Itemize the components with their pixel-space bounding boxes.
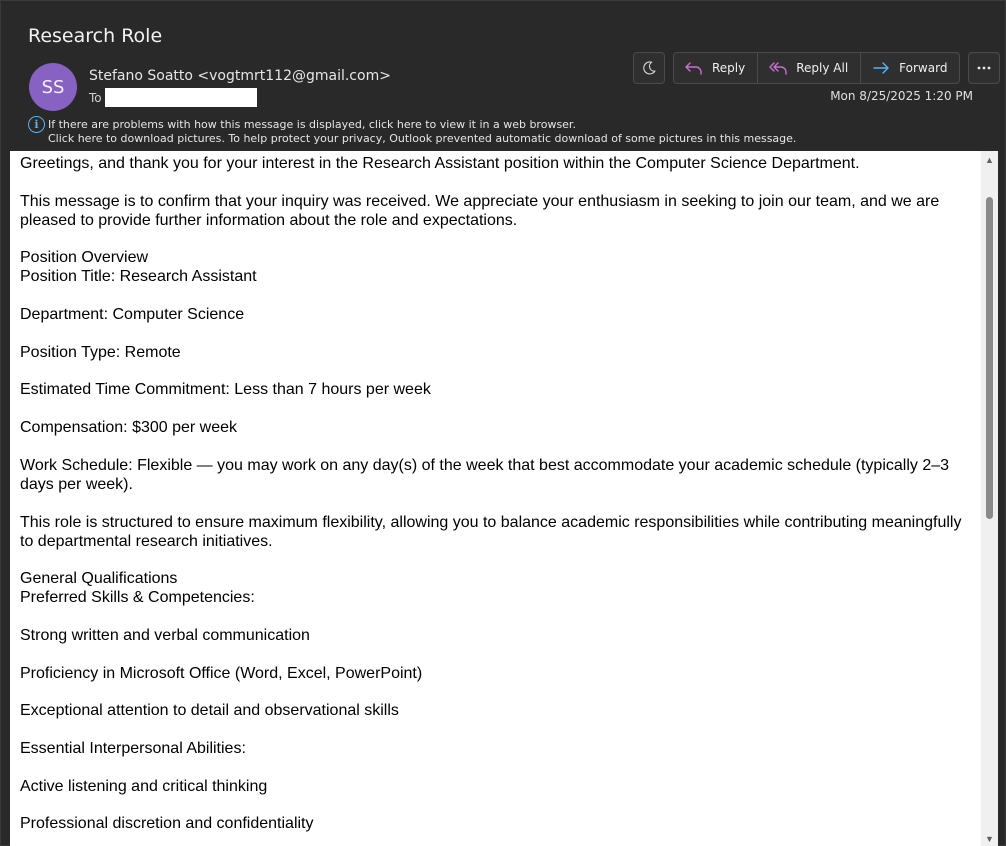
time-commitment: Estimated Time Commitment: Less than 7 hours per week [20,381,431,399]
position-title: Position Title: Research Assistant [20,268,257,286]
more-icon [976,60,992,76]
message-toolbar [633,52,1000,84]
reply-all-icon [768,60,788,76]
forward-icon [871,60,891,76]
interpersonal-heading: Essential Interpersonal Abilities: [20,739,246,757]
flexibility-note: This role is structured to ensure maximum flexibility, allowing you to balance academic responsibilities while contributing meaningfully to departmental research initiatives. [20,513,962,550]
reply-label: Reply [712,61,746,75]
scroll-down-arrow-icon[interactable]: ▼ [985,833,994,844]
body-confirmation: This message is to confirm that your inquiry was received. We appreciate your enthusiasm in seeking to join our team, and we are pleased to provide further information about the role and expectations. [20,192,940,229]
ability-listening: Active listening and critical thinking [20,777,268,795]
message-body[interactable] [10,151,998,846]
reply-button[interactable] [674,53,758,83]
skill-communication: Strong written and verbal communication [20,626,310,644]
email-subject: Research Role [28,25,163,47]
reply-all-label: Reply All [796,61,849,75]
compensation: Compensation: $300 per week [20,419,238,437]
scroll-up-arrow-icon[interactable]: ▲ [985,154,994,165]
to-label: To [89,90,102,105]
reply-button-group [673,52,960,84]
department: Department: Computer Science [20,306,245,324]
dark-mode-toggle-button[interactable] [633,52,665,84]
view-in-browser-notice[interactable]: If there are problems with how this message is displayed, click here to view it in a web browser. [48,118,576,131]
sender-avatar[interactable]: SS [29,63,77,111]
skill-office: Proficiency in Microsoft Office (Word, Excel, PowerPoint) [20,664,423,682]
work-schedule: Work Schedule: Flexible — you may work on any day(s) of the week that best accommodate your academic schedule (typically 2–3 days per week). [20,456,950,493]
moon-icon [641,60,657,76]
reply-all-button[interactable] [758,53,861,83]
sender-name[interactable]: Stefano Soatto <vogtmrt112@gmail.com> [89,68,391,84]
more-actions-button[interactable] [968,52,1000,84]
overview-heading: Position Overview [20,249,149,267]
info-icon: i [28,116,45,133]
scrollbar-thumb[interactable] [986,197,993,519]
recipient-redacted [105,88,257,107]
body-greeting: Greetings, and thank you for your interest in the Research Assistant position within the Computer Science Department. [20,155,860,172]
reply-icon [684,60,704,76]
qualifications-heading: General Qualifications [20,570,178,588]
ability-discretion: Professional discretion and confidentiality [20,815,314,833]
preferred-skills-heading: Preferred Skills & Competencies: [20,589,255,607]
message-body-text [20,154,974,846]
forward-label: Forward [899,61,948,75]
recipient-row [89,88,257,107]
vertical-scrollbar[interactable] [981,151,998,846]
position-type: Position Type: Remote [20,343,181,361]
download-pictures-notice[interactable]: Click here to download pictures. To help protect your privacy, Outlook prevented automatic download of some pictures in this message. [48,132,797,145]
skill-detail: Exceptional attention to detail and observational skills [20,702,399,720]
sent-datetime: Mon 8/25/2025 1:20 PM [830,89,973,103]
forward-button[interactable] [861,53,959,83]
